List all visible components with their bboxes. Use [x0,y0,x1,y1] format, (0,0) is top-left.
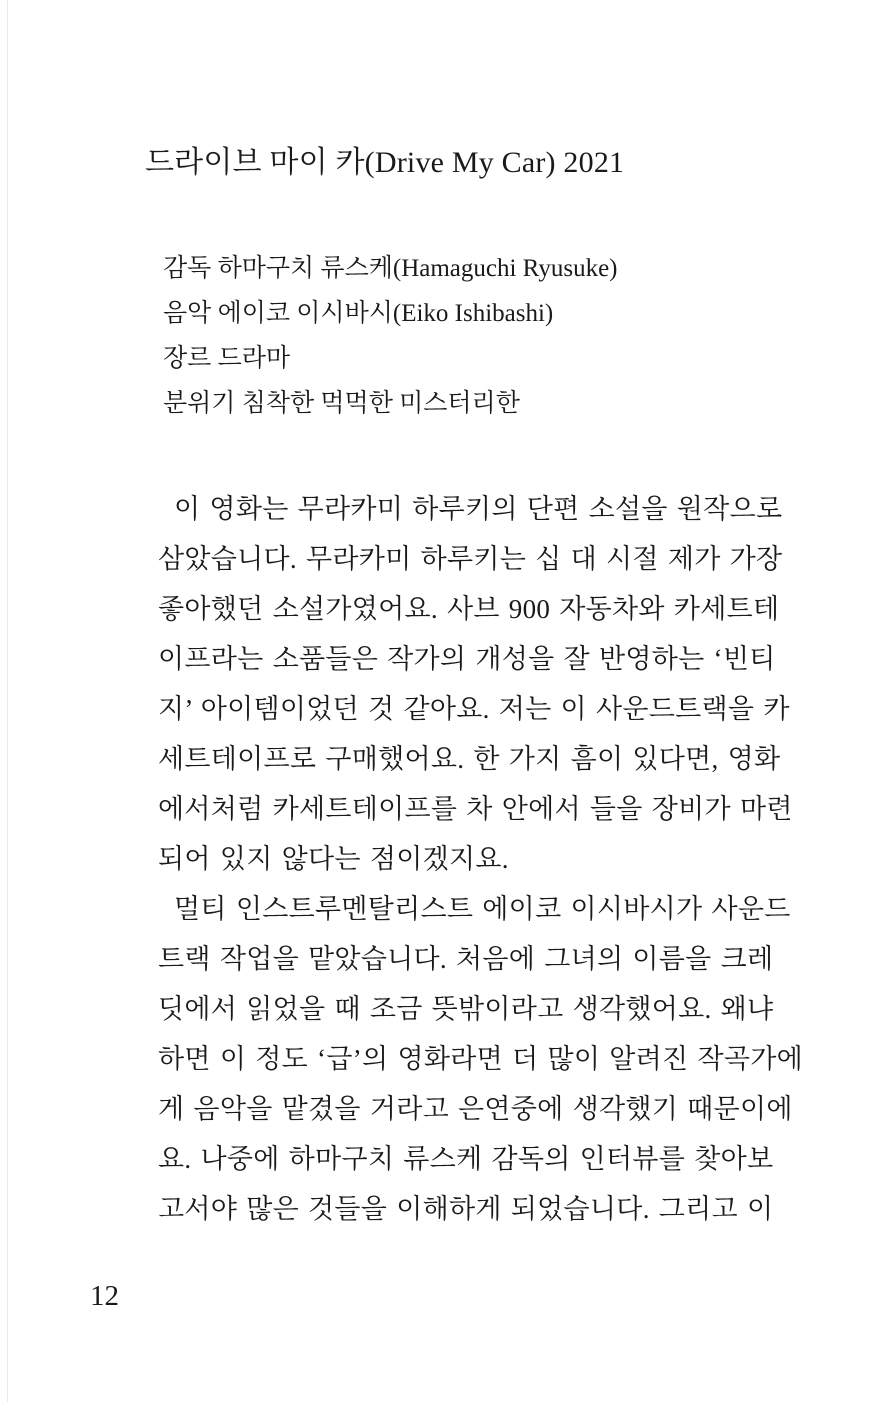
info-value: 드라마 [217,345,291,372]
info-value: 침착한 먹먹한 미스터리한 [241,390,520,417]
text-line: 에서처럼 카세트테이프를 차 안에서 들을 장비가 마련 [158,794,793,824]
info-line-music [163,291,618,336]
info-label: 장르 [163,345,212,372]
info-line-mood [163,381,618,426]
text-line: 이 영화는 무라카미 하루키의 단편 소설을 원작으로 [174,494,783,524]
text-line: 좋아했던 소설가였어요. 사브 900 자동차와 카세트테 [158,594,780,624]
text-line: 고서야 많은 것들을 이해하게 되었습니다. 그리고 이 [158,1194,774,1224]
page-number: 12 [90,1280,119,1312]
paragraph [158,484,803,884]
text-line: 지’ 아이템이었던 것 같아요. 저는 이 사운드트랙을 카 [158,694,790,724]
text-line: 세트테이프로 구매했어요. 한 가지 흠이 있다면, 영화 [158,744,781,774]
info-line-genre [163,336,618,381]
text-line: 이프라는 소품들은 작가의 개성을 잘 반영하는 ‘빈티 [158,644,776,674]
film-info-block [163,246,618,426]
page-edge-divider [7,0,8,1402]
info-label: 감독 [163,255,212,282]
info-label: 분위기 [163,390,236,417]
text-line: 멀티 인스트루멘탈리스트 에이코 이시바시가 사운드 [174,894,791,924]
page-title: 드라이브 마이 카(Drive My Car) 2021 [145,146,625,179]
info-value: 에이코 이시바시(Eiko Ishibashi) [217,300,554,327]
text-line: 게 음악을 맡겼을 거라고 은연중에 생각했기 때문이에 [158,1094,793,1124]
text-line: 되어 있지 않다는 점이겠지요. [158,844,509,874]
text-line: 삼았습니다. 무라카미 하루키는 십 대 시절 제가 가장 [158,544,783,574]
info-label: 음악 [163,300,212,327]
info-line-director [163,246,618,291]
info-value: 하마구치 류스케(Hamaguchi Ryusuke) [217,255,618,282]
body-text [158,484,803,1234]
text-line: 하면 이 정도 ‘급’의 영화라면 더 많이 알려진 작곡가에 [158,1044,804,1074]
text-line: 요. 나중에 하마구치 류스케 감독의 인터뷰를 찾아보 [158,1144,774,1174]
text-line: 트랙 작업을 맡았습니다. 처음에 그녀의 이름을 크레 [158,944,774,974]
paragraph [158,884,803,1234]
text-line: 딧에서 읽었을 때 조금 뜻밖이라고 생각했어요. 왜냐 [158,994,774,1024]
